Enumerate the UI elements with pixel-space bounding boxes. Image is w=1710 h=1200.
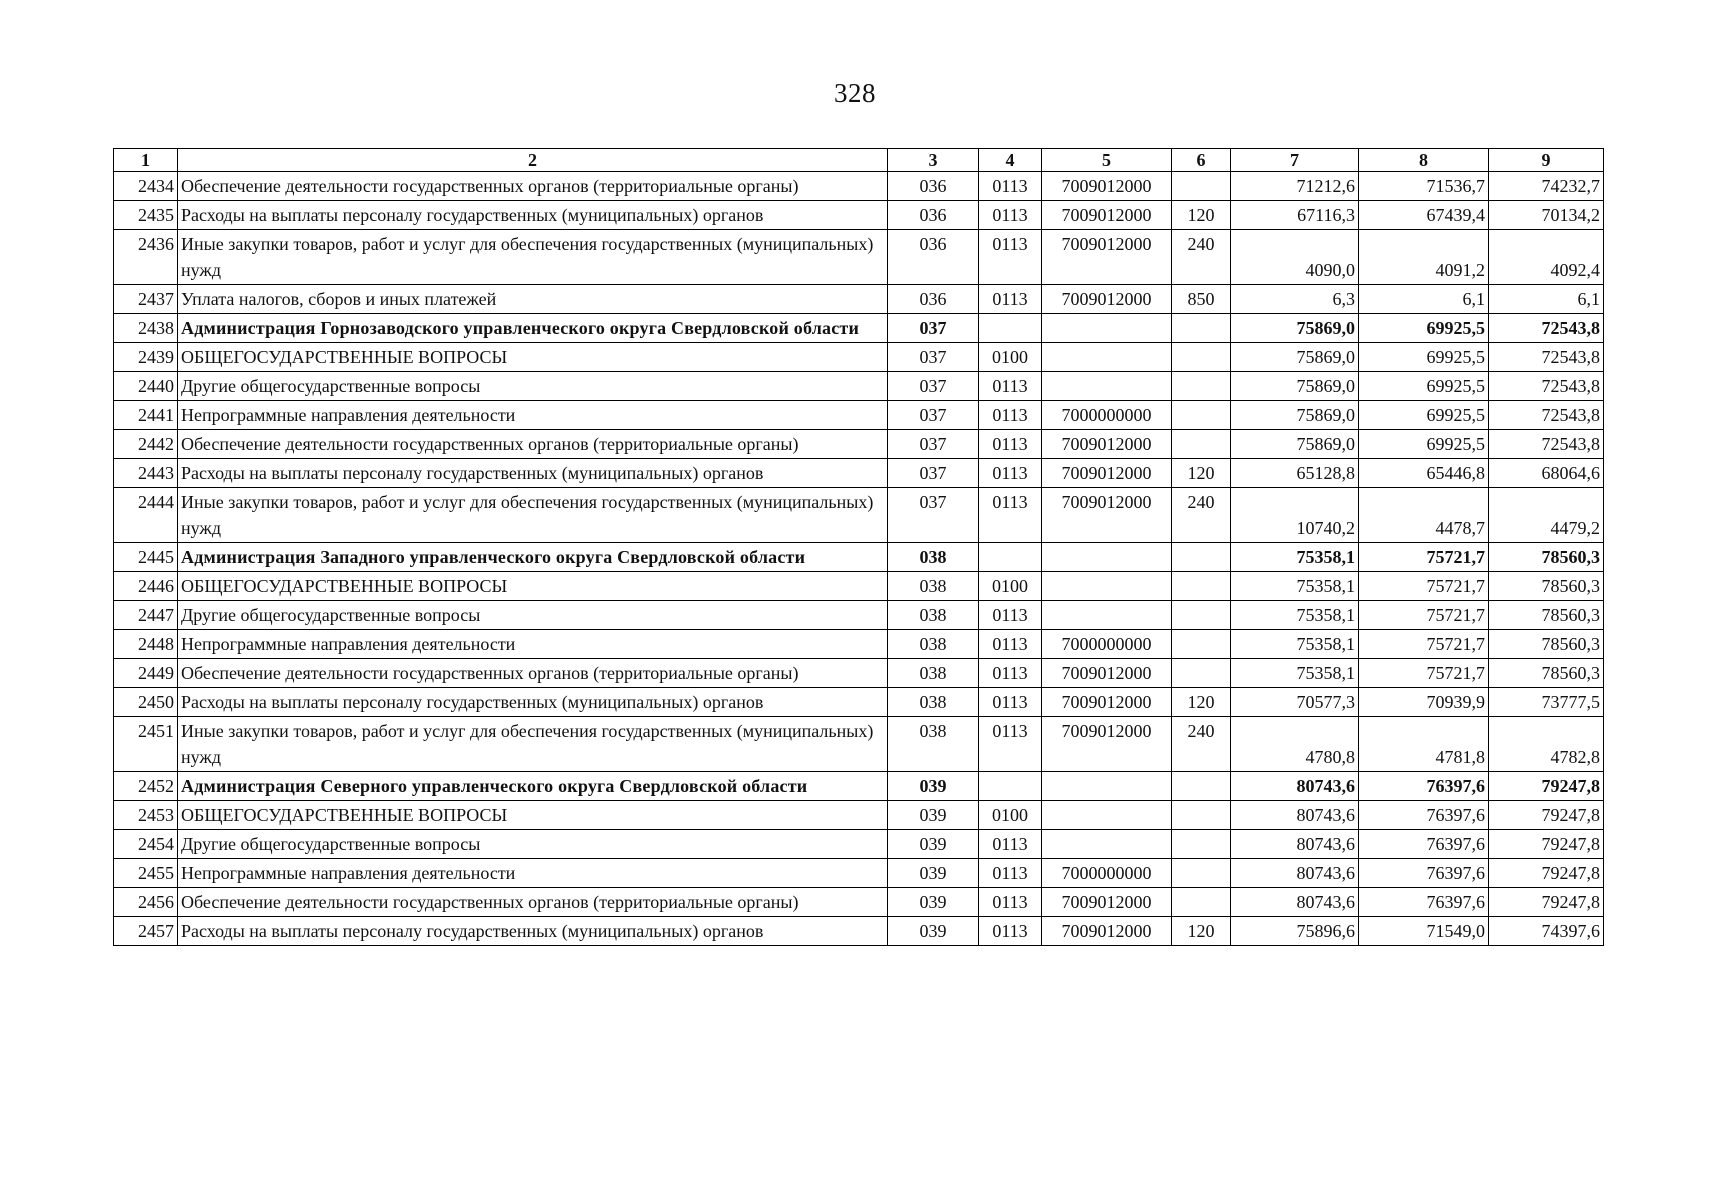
section-code: 0113 <box>979 172 1042 201</box>
section-code: 0113 <box>979 659 1042 688</box>
item-name: Администрация Северного управленческого округа Свердловской области <box>178 772 888 801</box>
amount-col-7: 75358,1 <box>1231 601 1359 630</box>
department-code: 036 <box>888 201 979 230</box>
section-code: 0113 <box>979 285 1042 314</box>
amount-col-7: 80743,6 <box>1231 772 1359 801</box>
amount-col-8: 4781,8 <box>1359 717 1489 772</box>
amount-col-8: 4478,7 <box>1359 488 1489 543</box>
amount-col-8: 69925,5 <box>1359 401 1489 430</box>
amount-col-9: 4479,2 <box>1489 488 1604 543</box>
target-article-code: 7009012000 <box>1042 917 1172 946</box>
section-code: 0113 <box>979 372 1042 401</box>
section-code: 0100 <box>979 572 1042 601</box>
row-number: 2455 <box>114 859 178 888</box>
section-code: 0113 <box>979 859 1042 888</box>
item-name: Расходы на выплаты персоналу государственных (муниципальных) органов <box>178 917 888 946</box>
amount-col-9: 79247,8 <box>1489 859 1604 888</box>
amount-col-8: 75721,7 <box>1359 659 1489 688</box>
department-code: 036 <box>888 230 979 285</box>
item-name: Другие общегосударственные вопросы <box>178 372 888 401</box>
amount-col-7: 80743,6 <box>1231 830 1359 859</box>
target-article-code: 7009012000 <box>1042 659 1172 688</box>
amount-col-8: 67439,4 <box>1359 201 1489 230</box>
item-name: ОБЩЕГОСУДАРСТВЕННЫЕ ВОПРОСЫ <box>178 343 888 372</box>
amount-col-9: 78560,3 <box>1489 659 1604 688</box>
target-article-code: 7000000000 <box>1042 859 1172 888</box>
expense-type-code: 120 <box>1172 201 1231 230</box>
section-code: 0100 <box>979 801 1042 830</box>
amount-col-8: 69925,5 <box>1359 314 1489 343</box>
table-row <box>114 659 1604 688</box>
expense-type-code: 120 <box>1172 688 1231 717</box>
department-code: 037 <box>888 488 979 543</box>
amount-col-7: 75869,0 <box>1231 343 1359 372</box>
department-code: 039 <box>888 772 979 801</box>
table-row <box>114 343 1604 372</box>
expense-type-code <box>1172 772 1231 801</box>
section-code: 0113 <box>979 830 1042 859</box>
table-row <box>114 230 1604 285</box>
target-article-code <box>1042 572 1172 601</box>
row-number: 2437 <box>114 285 178 314</box>
row-number: 2450 <box>114 688 178 717</box>
section-code: 0113 <box>979 230 1042 285</box>
item-name: Уплата налогов, сборов и иных платежей <box>178 285 888 314</box>
column-header-2: 2 <box>178 149 888 172</box>
row-number: 2445 <box>114 543 178 572</box>
amount-col-7: 75869,0 <box>1231 372 1359 401</box>
table-row <box>114 601 1604 630</box>
item-name: Администрация Западного управленческого округа Свердловской области <box>178 543 888 572</box>
amount-col-8: 75721,7 <box>1359 630 1489 659</box>
amount-col-7: 75358,1 <box>1231 572 1359 601</box>
item-name: Расходы на выплаты персоналу государственных (муниципальных) органов <box>178 201 888 230</box>
amount-col-7: 75869,0 <box>1231 314 1359 343</box>
department-code: 038 <box>888 688 979 717</box>
amount-col-8: 70939,9 <box>1359 688 1489 717</box>
expense-type-code <box>1172 372 1231 401</box>
row-number: 2444 <box>114 488 178 543</box>
department-code: 037 <box>888 343 979 372</box>
amount-col-7: 65128,8 <box>1231 459 1359 488</box>
item-name: Обеспечение деятельности государственных органов (территориальные органы) <box>178 659 888 688</box>
target-article-code: 7009012000 <box>1042 172 1172 201</box>
row-number: 2453 <box>114 801 178 830</box>
section-code <box>979 314 1042 343</box>
department-code: 039 <box>888 801 979 830</box>
table-row <box>114 859 1604 888</box>
amount-col-7: 4780,8 <box>1231 717 1359 772</box>
amount-col-9: 78560,3 <box>1489 543 1604 572</box>
row-number: 2442 <box>114 430 178 459</box>
table-row <box>114 888 1604 917</box>
section-code: 0113 <box>979 488 1042 543</box>
expense-type-code: 240 <box>1172 717 1231 772</box>
row-number: 2447 <box>114 601 178 630</box>
table-row <box>114 801 1604 830</box>
target-article-code <box>1042 372 1172 401</box>
amount-col-9: 74397,6 <box>1489 917 1604 946</box>
amount-col-9: 72543,8 <box>1489 372 1604 401</box>
item-name: Другие общегосударственные вопросы <box>178 830 888 859</box>
amount-col-8: 75721,7 <box>1359 601 1489 630</box>
row-number: 2452 <box>114 772 178 801</box>
expense-type-code <box>1172 343 1231 372</box>
item-name: Иные закупки товаров, работ и услуг для обеспечения государственных (муниципальных) нужд <box>178 717 888 772</box>
item-name: Иные закупки товаров, работ и услуг для обеспечения государственных (муниципальных) нужд <box>178 488 888 543</box>
target-article-code <box>1042 601 1172 630</box>
column-header-3: 3 <box>888 149 979 172</box>
amount-col-9: 79247,8 <box>1489 801 1604 830</box>
amount-col-7: 75358,1 <box>1231 659 1359 688</box>
expense-type-code: 240 <box>1172 230 1231 285</box>
department-code: 036 <box>888 285 979 314</box>
table-row <box>114 314 1604 343</box>
expense-type-code <box>1172 401 1231 430</box>
expense-type-code: 120 <box>1172 459 1231 488</box>
target-article-code <box>1042 314 1172 343</box>
column-header-6: 6 <box>1172 149 1231 172</box>
table-row <box>114 401 1604 430</box>
amount-col-7: 75358,1 <box>1231 543 1359 572</box>
table-row <box>114 285 1604 314</box>
table-row <box>114 917 1604 946</box>
row-number: 2436 <box>114 230 178 285</box>
column-header-8: 8 <box>1359 149 1489 172</box>
amount-col-9: 72543,8 <box>1489 401 1604 430</box>
department-code: 039 <box>888 830 979 859</box>
target-article-code: 7009012000 <box>1042 688 1172 717</box>
amount-col-7: 75869,0 <box>1231 430 1359 459</box>
row-number: 2456 <box>114 888 178 917</box>
expense-type-code <box>1172 572 1231 601</box>
row-number: 2454 <box>114 830 178 859</box>
amount-col-9: 72543,8 <box>1489 343 1604 372</box>
target-article-code: 7009012000 <box>1042 459 1172 488</box>
budget-table <box>113 148 1604 946</box>
expense-type-code <box>1172 430 1231 459</box>
section-code: 0100 <box>979 343 1042 372</box>
table-row <box>114 543 1604 572</box>
amount-col-9: 4782,8 <box>1489 717 1604 772</box>
amount-col-7: 6,3 <box>1231 285 1359 314</box>
amount-col-7: 80743,6 <box>1231 888 1359 917</box>
amount-col-8: 69925,5 <box>1359 343 1489 372</box>
section-code: 0113 <box>979 430 1042 459</box>
target-article-code: 7009012000 <box>1042 230 1172 285</box>
table-header <box>114 149 1604 172</box>
target-article-code: 7009012000 <box>1042 201 1172 230</box>
column-header-7: 7 <box>1231 149 1359 172</box>
expense-type-code <box>1172 601 1231 630</box>
expense-type-code: 240 <box>1172 488 1231 543</box>
amount-col-8: 65446,8 <box>1359 459 1489 488</box>
department-code: 037 <box>888 401 979 430</box>
amount-col-8: 76397,6 <box>1359 859 1489 888</box>
target-article-code: 7009012000 <box>1042 285 1172 314</box>
amount-col-9: 78560,3 <box>1489 572 1604 601</box>
amount-col-7: 75869,0 <box>1231 401 1359 430</box>
expense-type-code <box>1172 314 1231 343</box>
item-name: ОБЩЕГОСУДАРСТВЕННЫЕ ВОПРОСЫ <box>178 572 888 601</box>
target-article-code: 7009012000 <box>1042 430 1172 459</box>
target-article-code <box>1042 801 1172 830</box>
amount-col-8: 4091,2 <box>1359 230 1489 285</box>
amount-col-7: 75358,1 <box>1231 630 1359 659</box>
amount-col-8: 76397,6 <box>1359 801 1489 830</box>
column-header-4: 4 <box>979 149 1042 172</box>
expense-type-code <box>1172 543 1231 572</box>
table-row <box>114 688 1604 717</box>
row-number: 2435 <box>114 201 178 230</box>
amount-col-8: 71536,7 <box>1359 172 1489 201</box>
expense-type-code: 120 <box>1172 917 1231 946</box>
expense-type-code <box>1172 830 1231 859</box>
amount-col-9: 79247,8 <box>1489 772 1604 801</box>
department-code: 038 <box>888 543 979 572</box>
page-number: 328 <box>834 78 876 108</box>
amount-col-8: 76397,6 <box>1359 772 1489 801</box>
row-number: 2439 <box>114 343 178 372</box>
department-code: 037 <box>888 372 979 401</box>
amount-col-9: 72543,8 <box>1489 314 1604 343</box>
expense-type-code <box>1172 859 1231 888</box>
amount-col-7: 10740,2 <box>1231 488 1359 543</box>
table-row <box>114 372 1604 401</box>
amount-col-7: 67116,3 <box>1231 201 1359 230</box>
item-name: Обеспечение деятельности государственных органов (территориальные органы) <box>178 172 888 201</box>
target-article-code <box>1042 343 1172 372</box>
table-body <box>114 172 1604 946</box>
section-code <box>979 543 1042 572</box>
department-code: 038 <box>888 630 979 659</box>
department-code: 038 <box>888 717 979 772</box>
department-code: 039 <box>888 859 979 888</box>
item-name: Иные закупки товаров, работ и услуг для обеспечения государственных (муниципальных) нужд <box>178 230 888 285</box>
amount-col-9: 68064,6 <box>1489 459 1604 488</box>
amount-col-9: 79247,8 <box>1489 830 1604 859</box>
amount-col-8: 69925,5 <box>1359 430 1489 459</box>
department-code: 038 <box>888 572 979 601</box>
table-row <box>114 201 1604 230</box>
department-code: 037 <box>888 459 979 488</box>
row-number: 2443 <box>114 459 178 488</box>
section-code: 0113 <box>979 630 1042 659</box>
table-row <box>114 830 1604 859</box>
section-code: 0113 <box>979 201 1042 230</box>
item-name: Обеспечение деятельности государственных органов (территориальные органы) <box>178 430 888 459</box>
row-number: 2446 <box>114 572 178 601</box>
expense-type-code <box>1172 659 1231 688</box>
amount-col-7: 80743,6 <box>1231 801 1359 830</box>
item-name: Обеспечение деятельности государственных органов (территориальные органы) <box>178 888 888 917</box>
amount-col-9: 72543,8 <box>1489 430 1604 459</box>
target-article-code <box>1042 772 1172 801</box>
row-number: 2440 <box>114 372 178 401</box>
column-header-5: 5 <box>1042 149 1172 172</box>
item-name: Непрограммные направления деятельности <box>178 401 888 430</box>
amount-col-9: 70134,2 <box>1489 201 1604 230</box>
item-name: Администрация Горнозаводского управленческого округа Свердловской области <box>178 314 888 343</box>
section-code: 0113 <box>979 601 1042 630</box>
row-number: 2441 <box>114 401 178 430</box>
expense-type-code <box>1172 172 1231 201</box>
amount-col-8: 75721,7 <box>1359 572 1489 601</box>
table-row <box>114 172 1604 201</box>
expense-type-code <box>1172 801 1231 830</box>
amount-col-7: 80743,6 <box>1231 859 1359 888</box>
department-code: 038 <box>888 601 979 630</box>
item-name: ОБЩЕГОСУДАРСТВЕННЫЕ ВОПРОСЫ <box>178 801 888 830</box>
department-code: 037 <box>888 314 979 343</box>
row-number: 2451 <box>114 717 178 772</box>
amount-col-8: 71549,0 <box>1359 917 1489 946</box>
table-row <box>114 430 1604 459</box>
row-number: 2448 <box>114 630 178 659</box>
row-number: 2434 <box>114 172 178 201</box>
column-header-9: 9 <box>1489 149 1604 172</box>
table-row <box>114 459 1604 488</box>
row-number: 2449 <box>114 659 178 688</box>
item-name: Расходы на выплаты персоналу государственных (муниципальных) органов <box>178 459 888 488</box>
section-code <box>979 772 1042 801</box>
target-article-code <box>1042 543 1172 572</box>
amount-col-9: 4092,4 <box>1489 230 1604 285</box>
section-code: 0113 <box>979 401 1042 430</box>
header-row <box>114 149 1604 172</box>
amount-col-9: 79247,8 <box>1489 888 1604 917</box>
amount-col-7: 4090,0 <box>1231 230 1359 285</box>
expense-type-code: 850 <box>1172 285 1231 314</box>
amount-col-9: 6,1 <box>1489 285 1604 314</box>
amount-col-7: 70577,3 <box>1231 688 1359 717</box>
item-name: Непрограммные направления деятельности <box>178 630 888 659</box>
amount-col-9: 78560,3 <box>1489 630 1604 659</box>
table-row <box>114 772 1604 801</box>
target-article-code: 7009012000 <box>1042 888 1172 917</box>
target-article-code: 7000000000 <box>1042 401 1172 430</box>
department-code: 039 <box>888 917 979 946</box>
row-number: 2438 <box>114 314 178 343</box>
amount-col-9: 78560,3 <box>1489 601 1604 630</box>
section-code: 0113 <box>979 917 1042 946</box>
item-name: Другие общегосударственные вопросы <box>178 601 888 630</box>
amount-col-8: 76397,6 <box>1359 830 1489 859</box>
target-article-code: 7000000000 <box>1042 630 1172 659</box>
table-row <box>114 572 1604 601</box>
section-code: 0113 <box>979 717 1042 772</box>
target-article-code: 7009012000 <box>1042 488 1172 543</box>
target-article-code <box>1042 830 1172 859</box>
section-code: 0113 <box>979 459 1042 488</box>
table-row <box>114 630 1604 659</box>
table-row <box>114 717 1604 772</box>
item-name: Расходы на выплаты персоналу государственных (муниципальных) органов <box>178 688 888 717</box>
target-article-code: 7009012000 <box>1042 717 1172 772</box>
section-code: 0113 <box>979 688 1042 717</box>
amount-col-9: 73777,5 <box>1489 688 1604 717</box>
table-row <box>114 488 1604 543</box>
expense-type-code <box>1172 888 1231 917</box>
department-code: 038 <box>888 659 979 688</box>
amount-col-7: 75896,6 <box>1231 917 1359 946</box>
column-header-1: 1 <box>114 149 178 172</box>
amount-col-8: 75721,7 <box>1359 543 1489 572</box>
item-name: Непрограммные направления деятельности <box>178 859 888 888</box>
department-code: 036 <box>888 172 979 201</box>
expense-type-code <box>1172 630 1231 659</box>
department-code: 037 <box>888 430 979 459</box>
section-code: 0113 <box>979 888 1042 917</box>
amount-col-9: 74232,7 <box>1489 172 1604 201</box>
row-number: 2457 <box>114 917 178 946</box>
amount-col-8: 69925,5 <box>1359 372 1489 401</box>
amount-col-8: 6,1 <box>1359 285 1489 314</box>
department-code: 039 <box>888 888 979 917</box>
amount-col-7: 71212,6 <box>1231 172 1359 201</box>
amount-col-8: 76397,6 <box>1359 888 1489 917</box>
